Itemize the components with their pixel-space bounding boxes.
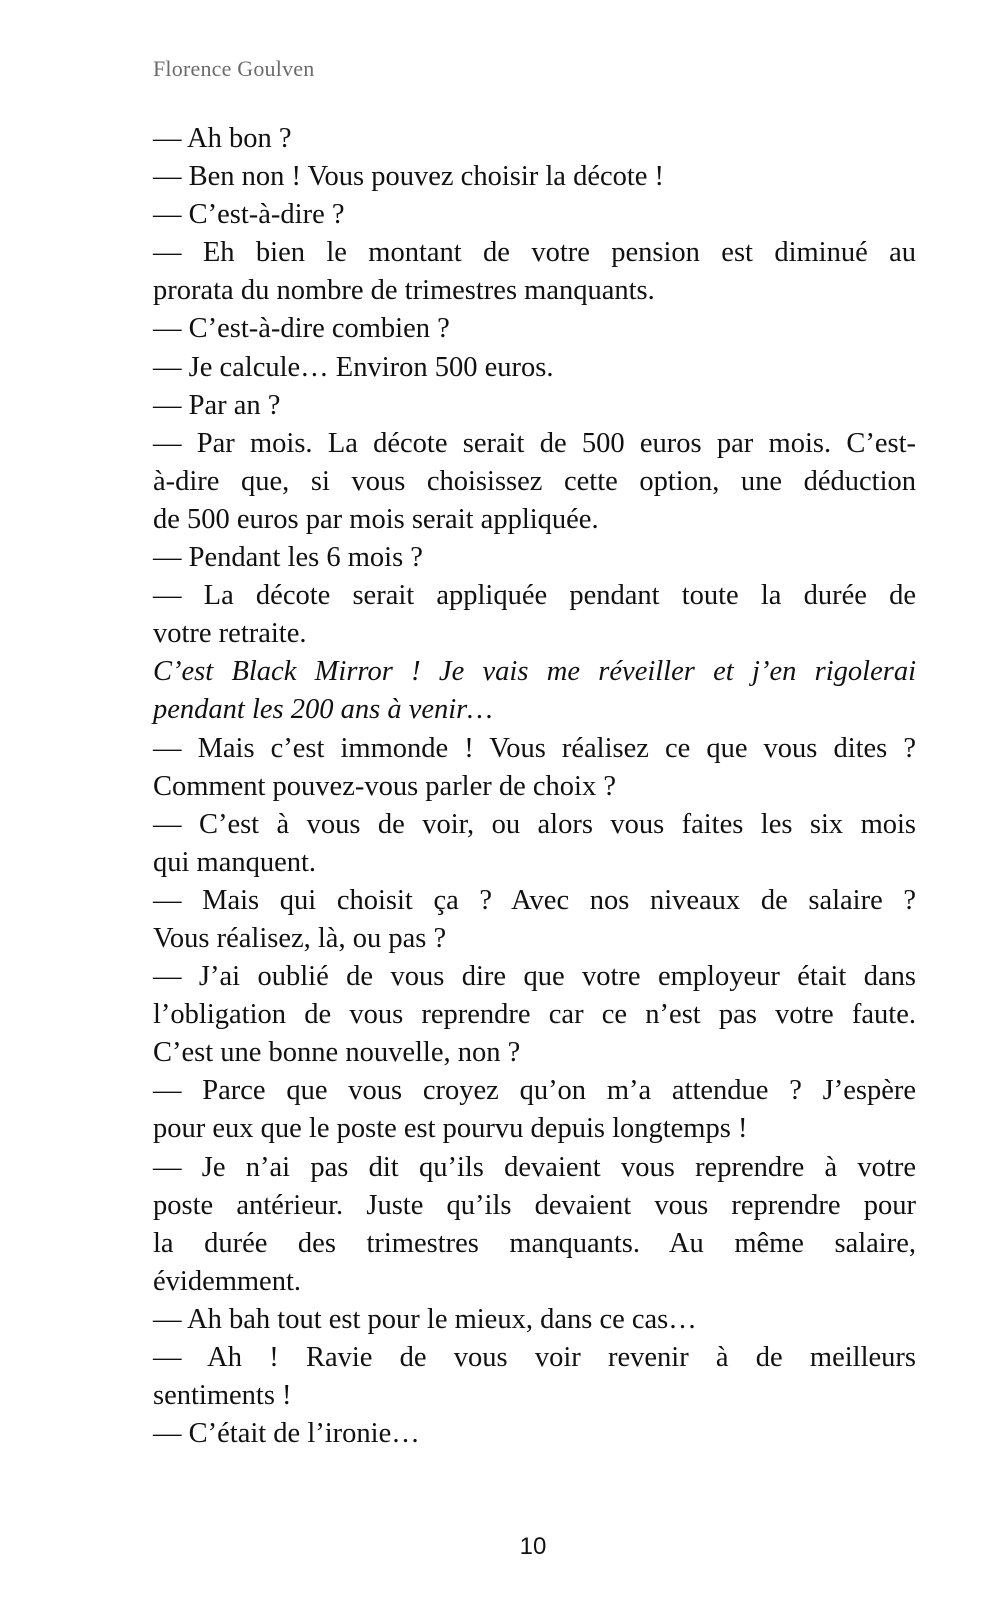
text-line: de 500 euros par mois serait appliquée. [153, 503, 599, 535]
text-line: — Ah bah tout est pour le mieux, dans ce cas… [153, 1303, 697, 1335]
text-line: — Je calcule… Environ 500 euros. [153, 351, 554, 383]
text-line: pour eux que le poste est pourvu depuis longtemps ! [153, 1113, 748, 1145]
text-line: prorata du nombre de trimestres manquants. [153, 275, 655, 307]
text-line: à-dire que, si vous choisissez cette option, une déduction [153, 465, 916, 497]
text-line: — C’était de l’ironie… [153, 1418, 420, 1450]
text-line: — Par mois. La décote serait de 500 euros par mois. C’est- [153, 427, 916, 459]
text-line: — Mais qui choisit ça ? Avec nos niveaux de salaire ? [153, 884, 916, 916]
text-line: — Parce que vous croyez qu’on m’a attendue ? J’espère [153, 1075, 916, 1107]
text-line: — C’est à vous de voir, ou alors vous faites les six mois [153, 808, 916, 840]
text-line: Comment pouvez-vous parler de choix ? [153, 770, 616, 802]
text-line: — Eh bien le montant de votre pension est diminué au [153, 237, 916, 269]
text-line: — Par an ? [153, 389, 281, 421]
text-line-italic: pendant les 200 ans à venir… [153, 694, 493, 726]
text-line: C’est une bonne nouvelle, non ? [153, 1037, 521, 1069]
text-line: — C’est-à-dire ? [153, 199, 345, 231]
text-line: la durée des trimestres manquants. Au même salaire, [153, 1227, 916, 1259]
text-line: — C’est-à-dire combien ? [153, 313, 450, 345]
running-header-author: Florence Goulven [153, 56, 315, 81]
text-line: — Mais c’est immonde ! Vous réalisez ce que vous dites ? [153, 732, 916, 764]
text-line-italic: C’est Black Mirror ! Je vais me réveiller et j’en rigolerai [153, 656, 916, 688]
text-line: votre retraite. [153, 618, 307, 650]
text-line: — Ah bon ? [153, 123, 292, 154]
text-line: — La décote serait appliquée pendant toute la durée de [153, 580, 916, 612]
page-number: 10 [519, 1533, 547, 1560]
text-line: — J’ai oublié de vous dire que votre employeur était dans [153, 961, 916, 993]
text-line: poste antérieur. Juste qu’ils devaient vous reprendre pour [153, 1189, 916, 1221]
text-line: — Ben non ! Vous pouvez choisir la décote ! [153, 161, 665, 193]
text-line: Vous réalisez, là, ou pas ? [153, 922, 447, 954]
page-text-body [153, 120, 916, 1453]
text-line: — Je n’ai pas dit qu’ils devaient vous reprendre à votre [153, 1151, 916, 1183]
text-line: évidemment. [153, 1265, 301, 1297]
text-line: — Ah ! Ravie de vous voir revenir à de meilleurs [153, 1342, 916, 1373]
text-line: — Pendant les 6 mois ? [153, 542, 423, 574]
text-line: qui manquent. [153, 846, 317, 878]
text-line: l’obligation de vous reprendre car ce n’est pas votre faute. [153, 999, 916, 1031]
text-line: sentiments ! [153, 1380, 292, 1412]
